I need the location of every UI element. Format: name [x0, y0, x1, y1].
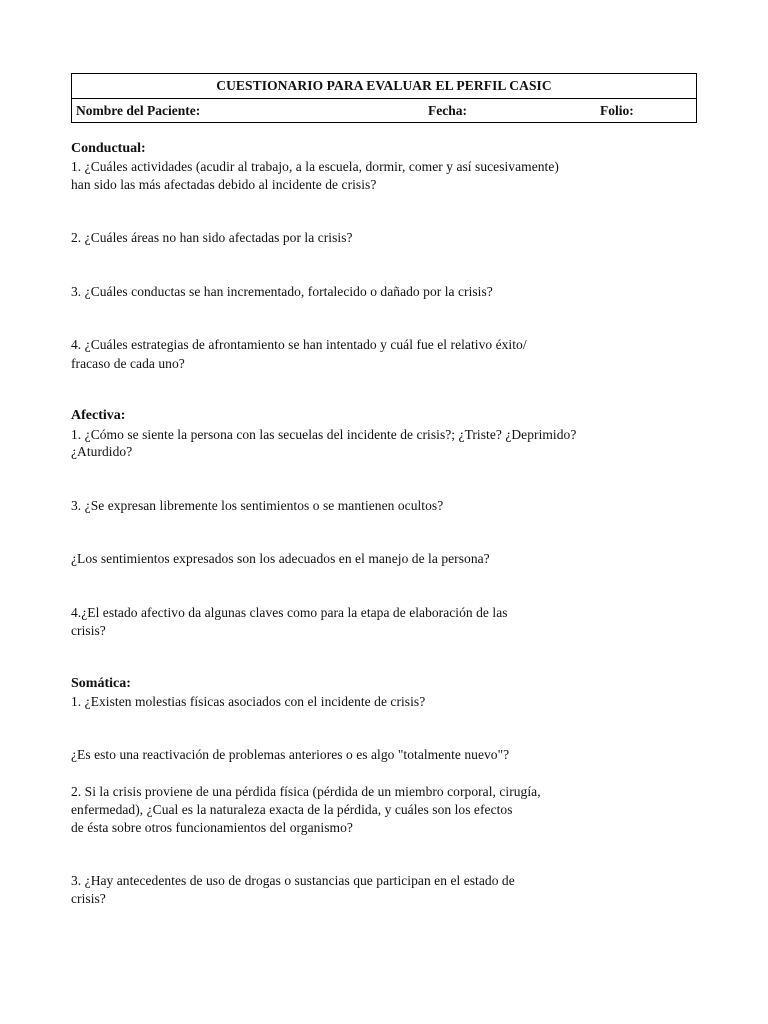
- somatica-question-1: 1. ¿Existen molestias físicas asociados con el incidente de crisis?: [71, 694, 426, 709]
- somatica-question-2-line-1: 2. Si la crisis proviene de una pérdida física (pérdida de un miembro corporal, cirugía,: [71, 784, 541, 799]
- somatica-question-3-line-1: 3. ¿Hay antecedentes de uso de drogas o sustancias que participan en el estado de: [71, 873, 515, 888]
- conductual-question-1-line-1: 1. ¿Cuáles actividades (acudir al trabajo, a la escuela, dormir, comer y así sucesivamente): [71, 159, 559, 174]
- form-header-table: [71, 73, 697, 123]
- patient-name-label: Nombre del Paciente:: [76, 103, 201, 118]
- date-label: Fecha:: [428, 103, 467, 118]
- afectiva-question-4-line-2: crisis?: [71, 623, 106, 638]
- section-title-somatica: Somática:: [71, 676, 131, 691]
- conductual-question-4-line-2: fracaso de cada uno?: [71, 356, 185, 371]
- section-title-conductual: Conductual:: [71, 141, 146, 156]
- conductual-question-2: 2. ¿Cuáles áreas no han sido afectadas por la crisis?: [71, 230, 353, 245]
- conductual-question-4-line-1: 4. ¿Cuáles estrategias de afrontamiento se han intentado y cuál fue el relativo éxito/: [71, 337, 527, 352]
- somatica-question-3-line-2: crisis?: [71, 891, 106, 906]
- afectiva-question-3b: ¿Los sentimientos expresados son los adecuados en el manejo de la persona?: [71, 551, 490, 566]
- somatica-question-2-line-3: de ésta sobre otros funcionamientos del organismo?: [71, 820, 353, 835]
- afectiva-question-1-line-2: ¿Aturdido?: [71, 444, 133, 459]
- afectiva-question-4-line-1: 4.¿El estado afectivo da algunas claves como para la etapa de elaboración de las: [71, 605, 508, 620]
- conductual-question-1-line-2: han sido las más afectadas debido al incidente de crisis?: [71, 177, 377, 192]
- conductual-question-3: 3. ¿Cuáles conductas se han incrementado, fortalecido o dañado por la crisis?: [71, 284, 493, 299]
- somatica-question-1b: ¿Es esto una reactivación de problemas anteriores o es algo "totalmente nuevo"?: [71, 747, 510, 762]
- patient-info-row: [72, 99, 696, 123]
- afectiva-question-3: 3. ¿Se expresan libremente los sentimientos o se mantienen ocultos?: [71, 498, 444, 513]
- form-title: CUESTIONARIO PARA EVALUAR EL PERFIL CASIC: [72, 74, 696, 99]
- afectiva-question-1-line-1: 1. ¿Cómo se siente la persona con las secuelas del incidente de crisis?; ¿Triste? ¿Deprimido?: [71, 427, 577, 442]
- somatica-question-2-line-2: enfermedad), ¿Cual es la naturaleza exacta de la pérdida, y cuáles son los efectos: [71, 802, 513, 817]
- folio-label: Folio:: [600, 103, 634, 118]
- section-title-afectiva: Afectiva:: [71, 408, 126, 423]
